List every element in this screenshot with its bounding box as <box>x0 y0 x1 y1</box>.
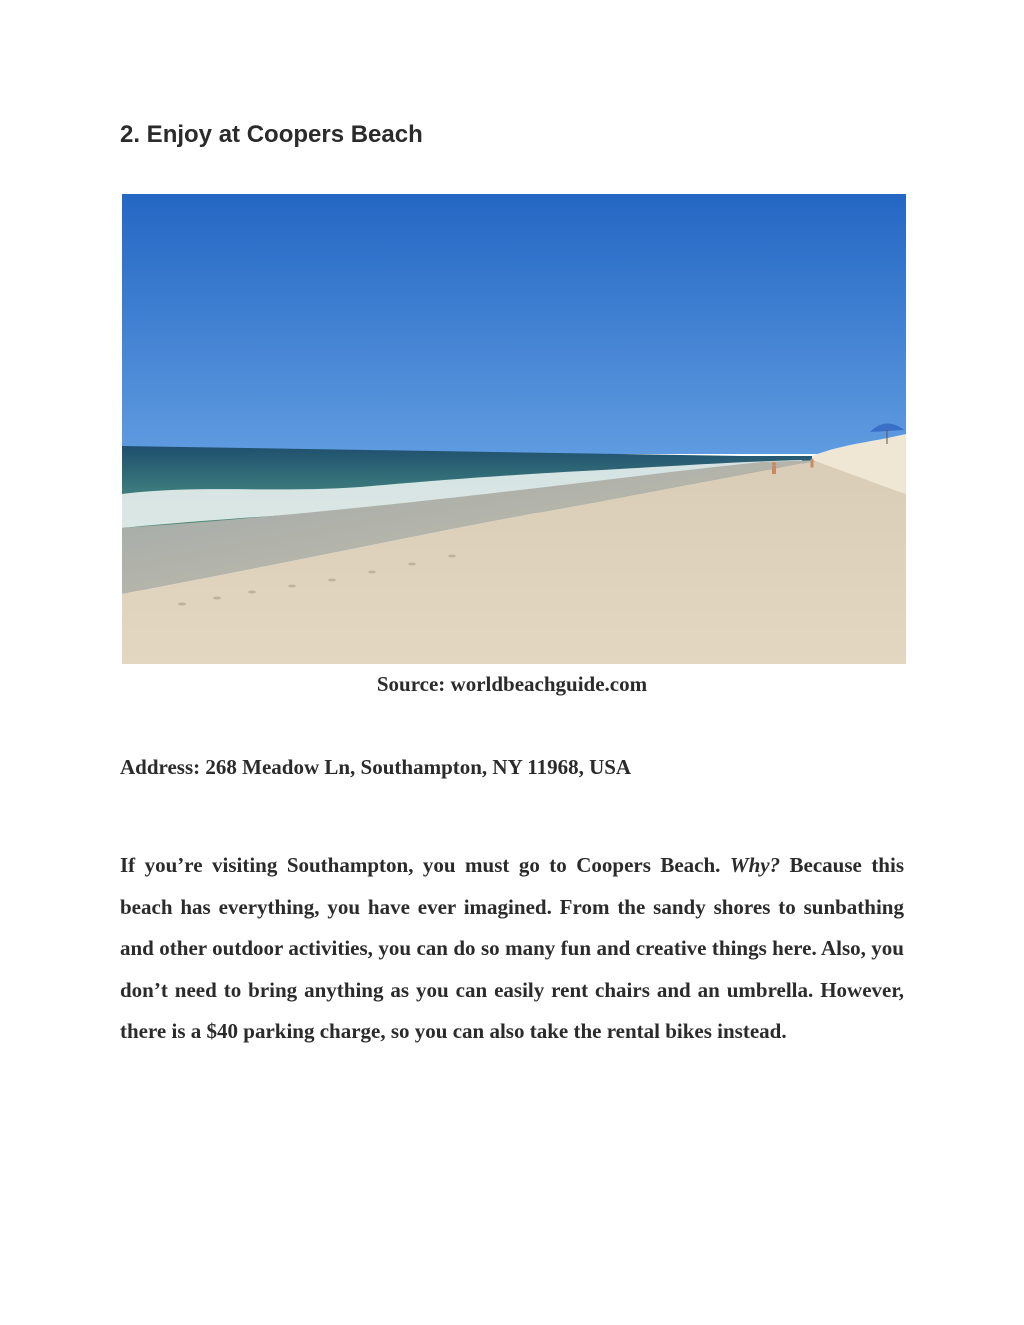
paragraph-text-part2: Because this beach has everything, you have ever imagined. From the sandy shores to sunbathing and other outdoor activities, you can do so many fun and creative things here. Also, you don’t need to bring anything as you can easily rent chairs and an umbrella. However, there is a $40 parking charge, so you can also take the rental bikes instead. <box>120 853 904 1044</box>
beach-photo <box>122 194 906 664</box>
section-heading: 2. Enjoy at Coopers Beach <box>120 121 423 148</box>
sky <box>122 194 906 454</box>
description-paragraph <box>120 845 904 1053</box>
address-line: Address: 268 Meadow Ln, Southampton, NY 11968, USA <box>120 755 632 779</box>
paragraph-emphasis: Why? <box>729 853 781 877</box>
paragraph-text-part1: If you’re visiting Southampton, you must go to Coopers Beach. <box>120 853 730 877</box>
image-source-caption: Source: worldbeachguide.com <box>376 672 648 696</box>
